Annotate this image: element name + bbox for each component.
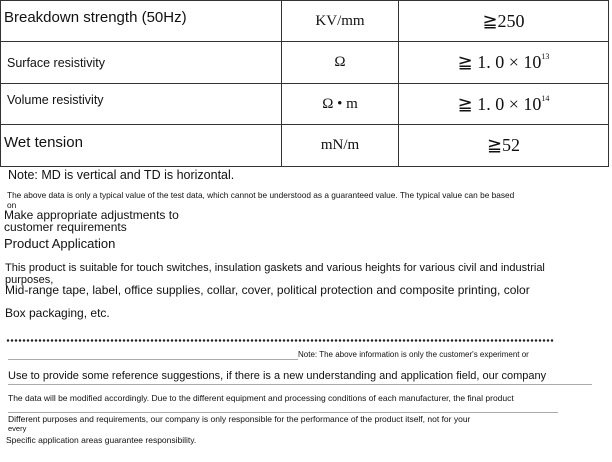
disclaimer-text: Use to provide some reference suggestions, if there is a new understanding and application field, our company [8, 370, 547, 382]
value-cell [399, 84, 609, 125]
value-exponent: 14 [541, 93, 550, 103]
spec-table [0, 0, 609, 167]
unit-label: Ω • m [322, 95, 358, 112]
disclaimer-text: Specific application areas guarantee responsibility. [6, 435, 197, 445]
property-cell [1, 125, 282, 167]
divider [8, 384, 592, 385]
dotted-separator [6, 339, 554, 342]
adjust-note: Make appropriate adjustments to [4, 208, 179, 222]
property-cell [1, 1, 282, 42]
property-cell [1, 42, 282, 84]
md-td-note: Note: MD is vertical and TD is horizontal. [8, 168, 235, 182]
property-label: Wet tension [4, 133, 83, 151]
value-label: ≧ 1. 0 × 10 [457, 52, 542, 72]
divider [8, 412, 558, 413]
value-cell [399, 1, 609, 42]
value-label: ≧250 [482, 10, 525, 31]
unit-cell [282, 1, 399, 42]
application-text: This product is suitable for touch switches, insulation gaskets and various heights for various civil and industrial [5, 262, 545, 274]
property-label: Surface resistivity [7, 55, 105, 70]
unit-label: Ω [334, 54, 346, 70]
disclaimer-text: Note: The above information is only the customer's experiment or [298, 350, 529, 359]
table-row [1, 42, 609, 84]
property-cell [1, 84, 282, 125]
value-cell [399, 42, 609, 84]
application-text: purposes, [5, 274, 54, 286]
table-row [1, 84, 609, 125]
typical-value-note: The above data is only a typical value of the test data, which cannot be understood as a guaranteed value. The typical value can be based [7, 190, 515, 200]
typical-value-note-cont: on [7, 200, 17, 210]
value-exponent: 13 [541, 52, 550, 61]
unit-label: KV/mm [315, 12, 365, 29]
application-text: Mid-range tape, label, office supplies, collar, cover, political protection and composite printing, color [5, 283, 530, 297]
property-label: Volume resistivity [7, 93, 104, 107]
table-row [1, 1, 609, 42]
unit-cell [282, 42, 399, 84]
table-row [1, 125, 609, 167]
property-label: Breakdown strength (50Hz) [4, 9, 187, 26]
value-label: ≧ 1. 0 × 10 [457, 93, 542, 114]
unit-label: mN/m [320, 137, 360, 153]
divider [8, 359, 298, 360]
unit-cell [282, 84, 399, 125]
value-cell [399, 125, 609, 167]
value-label: ≧52 [486, 135, 521, 155]
adjust-note-cont: customer requirements [4, 220, 127, 234]
disclaimer-text: Different purposes and requirements, our company is only responsible for the performance of the product itself, not for your [8, 414, 471, 424]
disclaimer-text: every [8, 424, 27, 433]
unit-cell [282, 125, 399, 167]
disclaimer-text: The data will be modified accordingly. Due to the different equipment and processing conditions of each manufacturer, the final product [8, 393, 514, 403]
application-text: Box packaging, etc. [5, 306, 110, 320]
application-heading: Product Application [4, 236, 116, 251]
